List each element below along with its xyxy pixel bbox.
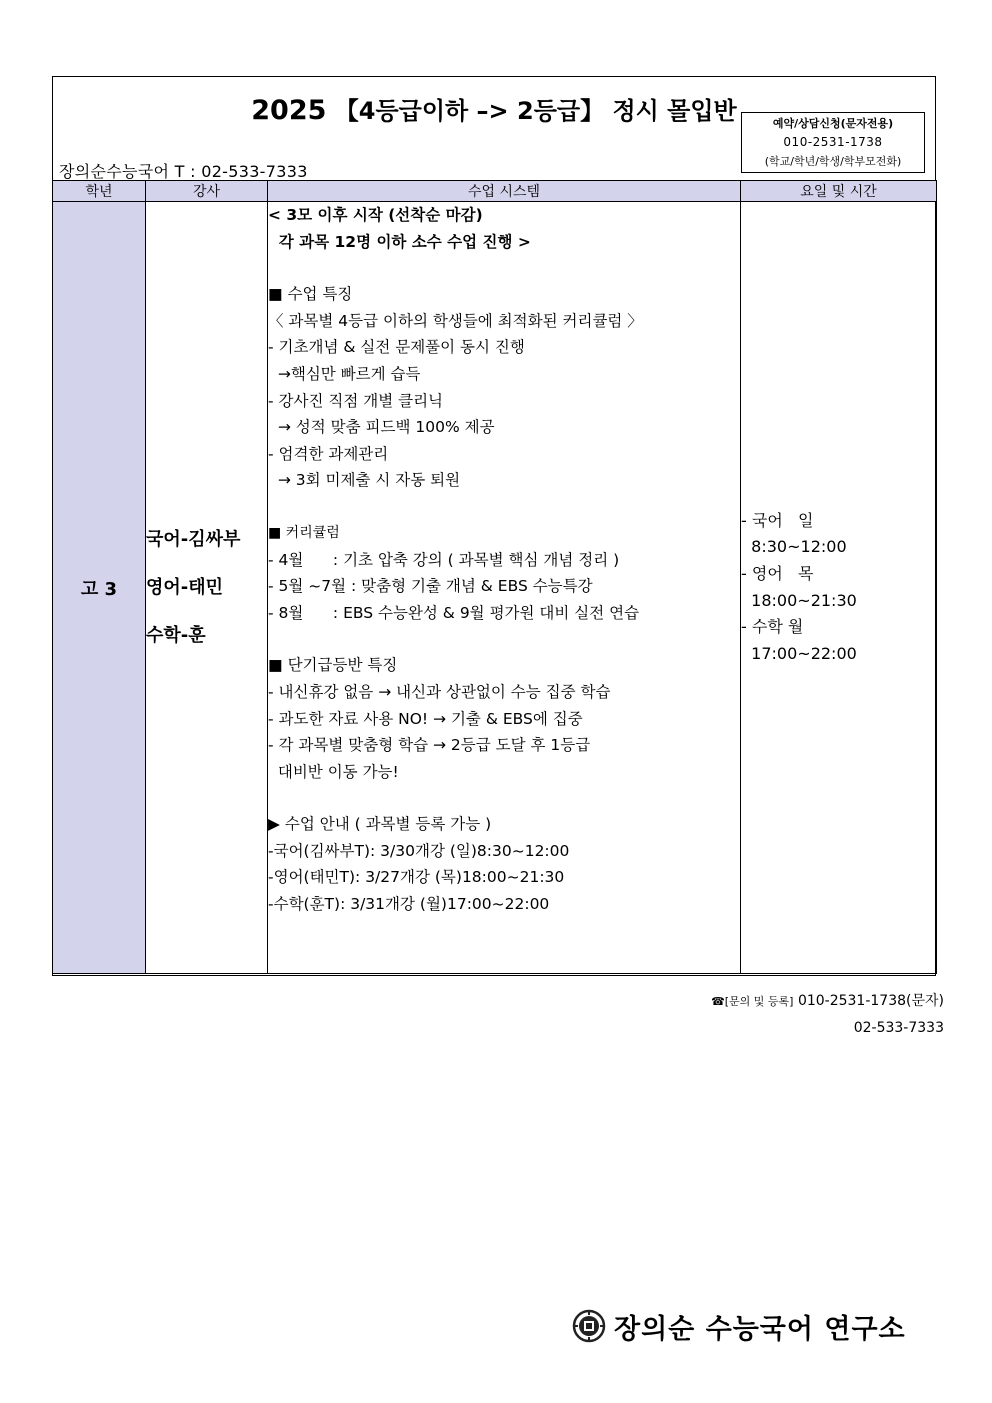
schedule-line: - 영어 목 — [741, 563, 814, 583]
schedule-line: 18:00~21:30 — [741, 590, 857, 610]
title-year: 2025 — [251, 95, 327, 126]
contact-box-title: 예약/상담신청(문자전용) — [772, 117, 894, 130]
footer-contact — [711, 988, 944, 1042]
footer-label: ☎[문의 및 등록] — [711, 995, 794, 1008]
teachers-cell — [146, 202, 268, 974]
header-grade: 학년 — [53, 181, 146, 202]
list-item: - 각 과목별 맞춤형 학습 → 2등급 도달 후 1등급 — [268, 736, 591, 755]
short-term-title: ■ 단기급등반 특징 — [268, 656, 398, 675]
grade-cell: 고 3 — [53, 202, 146, 974]
intro-line: 각 과목 12명 이하 소수 수업 진행 > — [268, 232, 531, 251]
list-item: -수학(훈T): 3/31개강 (월)17:00~22:00 — [268, 895, 550, 914]
emblem-icon — [572, 1309, 606, 1343]
system-cell — [268, 202, 741, 974]
list-item: 대비반 이동 가능! — [268, 762, 399, 781]
list-item: - 5월 ~7월 : 맞춤형 기출 개념 & EBS 수능특강 — [268, 577, 593, 596]
list-item: -영어(태민T): 3/27개강 (목)18:00~21:30 — [268, 868, 565, 887]
schedule-line: 8:30~12:00 — [741, 537, 847, 557]
teacher-math: 수학-훈 — [146, 624, 206, 646]
teacher-korean: 국어-김싸부 — [146, 528, 241, 550]
contact-box-note: (학교/학년/학생/학부모전화) — [764, 155, 902, 168]
schedule-line: - 수학 월 — [741, 617, 804, 637]
header — [53, 77, 935, 181]
list-item: 〈 과목별 4등급 이하의 학생들에 최적화된 커리큘럼 〉 — [268, 311, 643, 330]
list-item: - 과도한 자료 사용 NO! → 기출 & EBS에 집중 — [268, 709, 583, 728]
features-title: ■ 수업 특징 — [268, 285, 353, 304]
header-time: 요일 및 시간 — [741, 181, 937, 202]
list-item: → 성적 맞춤 피드백 100% 제공 — [268, 418, 495, 437]
org-line: 장의순수능국어 T : 02-533-7333 — [59, 162, 308, 181]
list-item: - 8월 : EBS 수능완성 & 9월 평가원 대비 실전 연습 — [268, 603, 640, 622]
brand-logo — [572, 1306, 906, 1346]
schedule-table — [52, 180, 937, 974]
header-teacher: 강사 — [146, 181, 268, 202]
list-item: -국어(김싸부T): 3/30개강 (일)8:30~12:00 — [268, 841, 570, 860]
table-header-row — [53, 181, 937, 202]
footer-mobile: 010-2531-1738(문자) — [797, 993, 944, 1009]
schedule-cell — [741, 202, 937, 974]
schedule-line: 17:00~22:00 — [741, 643, 857, 663]
table-row — [53, 202, 937, 974]
list-item: - 기초개념 & 실전 문제풀이 동시 진행 — [268, 338, 525, 357]
contact-box — [741, 112, 925, 173]
footer-office: 02-533-7333 — [853, 1020, 944, 1036]
schedule-line: - 국어 일 — [741, 510, 814, 530]
list-item: - 내신휴강 없음 → 내신과 상관없이 수능 집중 학습 — [268, 682, 611, 701]
header-system: 수업 시스템 — [268, 181, 741, 202]
intro-line: < 3모 이후 시작 (선착순 마감) — [268, 206, 483, 224]
list-item: - 엄격한 과제관리 — [268, 444, 389, 463]
contact-box-phone: 010-2531-1738 — [783, 135, 883, 149]
list-item: - 4월 : 기초 압축 강의 ( 과목별 핵심 개념 정리 ) — [268, 550, 620, 569]
title-bracket: 【4등급이하 –> 2등급】 — [334, 97, 605, 125]
list-item: - 강사진 직점 개별 클리닉 — [268, 391, 444, 410]
curriculum-title: ■ 커리큘럼 — [268, 524, 340, 541]
teacher-english: 영어-태민 — [146, 576, 224, 598]
guide-title: ▶ 수업 안내 ( 과목별 등록 가능 ) — [268, 815, 492, 834]
document-sheet — [52, 76, 936, 976]
title-rest: 정시 몰입반 — [612, 97, 737, 125]
list-item: → 3회 미제출 시 자동 퇴원 — [268, 471, 461, 490]
list-item: →핵심만 빠르게 습득 — [268, 364, 421, 383]
brand-name: 장의순 수능국어 연구소 — [614, 1313, 906, 1345]
